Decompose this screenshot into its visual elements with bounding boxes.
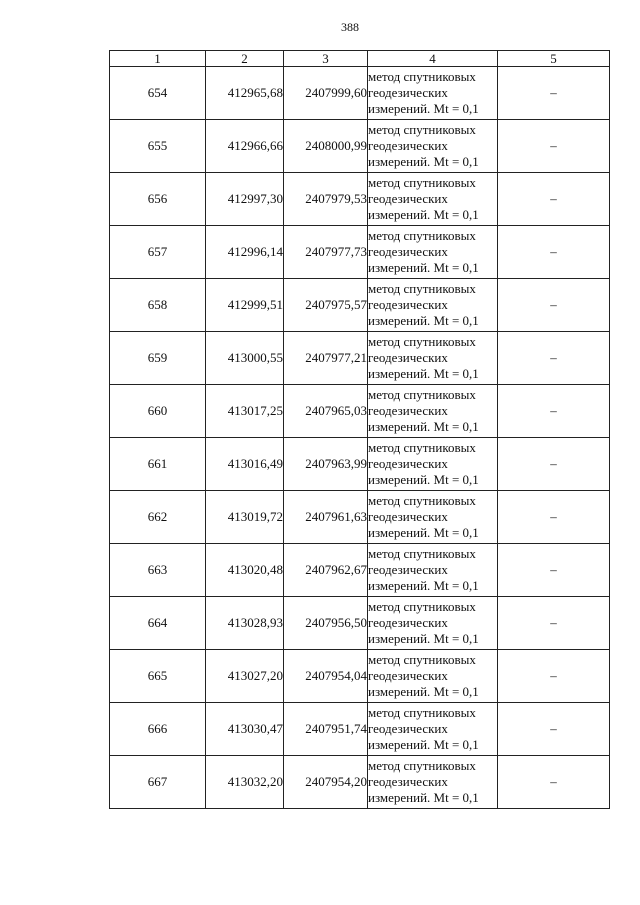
table-row <box>110 279 610 332</box>
table-row <box>110 438 610 491</box>
table-row <box>110 756 610 809</box>
x-coordinate-cell: 413030,47 <box>206 703 284 756</box>
x-coordinate-cell: 413020,48 <box>206 544 284 597</box>
note-cell: – <box>498 438 610 491</box>
x-coordinate-cell: 413028,93 <box>206 597 284 650</box>
method-text-line: измерений. Mt = 0,1 <box>368 737 479 752</box>
table-row <box>110 703 610 756</box>
method-text-line: измерений. Mt = 0,1 <box>368 207 479 222</box>
note-cell: – <box>498 173 610 226</box>
method-text-line: метод спутниковых <box>368 334 476 349</box>
method-text-line: метод спутниковых <box>368 387 476 402</box>
method-text-line: метод спутниковых <box>368 440 476 455</box>
point-number-cell: 664 <box>110 597 206 650</box>
method-text-line: измерений. Mt = 0,1 <box>368 419 479 434</box>
note-cell: – <box>498 120 610 173</box>
coordinates-table <box>109 50 610 809</box>
x-coordinate-cell: 413016,49 <box>206 438 284 491</box>
y-coordinate-cell: 2407954,20 <box>284 756 368 809</box>
method-text-line: измерений. Mt = 0,1 <box>368 578 479 593</box>
note-cell: – <box>498 279 610 332</box>
x-coordinate-cell: 413017,25 <box>206 385 284 438</box>
point-number-cell: 660 <box>110 385 206 438</box>
method-cell <box>368 438 498 491</box>
method-text-line: геодезических <box>368 721 448 736</box>
point-number-cell: 654 <box>110 67 206 120</box>
method-text-line: геодезических <box>368 562 448 577</box>
method-cell <box>368 544 498 597</box>
note-cell: – <box>498 756 610 809</box>
y-coordinate-cell: 2407963,99 <box>284 438 368 491</box>
method-text-line: измерений. Mt = 0,1 <box>368 631 479 646</box>
x-coordinate-cell: 412996,14 <box>206 226 284 279</box>
method-text-line: метод спутниковых <box>368 493 476 508</box>
method-cell <box>368 279 498 332</box>
table-row <box>110 491 610 544</box>
x-coordinate-cell: 413019,72 <box>206 491 284 544</box>
method-cell <box>368 173 498 226</box>
table-row <box>110 597 610 650</box>
table-row <box>110 120 610 173</box>
method-text-line: измерений. Mt = 0,1 <box>368 790 479 805</box>
page-number: 388 <box>341 20 359 34</box>
method-text-line: метод спутниковых <box>368 281 476 296</box>
y-coordinate-cell: 2407954,04 <box>284 650 368 703</box>
x-coordinate-cell: 413027,20 <box>206 650 284 703</box>
y-coordinate-cell: 2407975,57 <box>284 279 368 332</box>
method-cell <box>368 385 498 438</box>
note-cell: – <box>498 491 610 544</box>
column-header: 2 <box>206 51 284 67</box>
column-header: 5 <box>498 51 610 67</box>
y-coordinate-cell: 2407965,03 <box>284 385 368 438</box>
y-coordinate-cell: 2407961,63 <box>284 491 368 544</box>
method-text-line: геодезических <box>368 297 448 312</box>
table-body <box>110 67 610 809</box>
method-text-line: метод спутниковых <box>368 758 476 773</box>
point-number-cell: 656 <box>110 173 206 226</box>
y-coordinate-cell: 2408000,99 <box>284 120 368 173</box>
note-cell: – <box>498 332 610 385</box>
point-number-cell: 659 <box>110 332 206 385</box>
y-coordinate-cell: 2407962,67 <box>284 544 368 597</box>
method-cell <box>368 597 498 650</box>
method-text-line: геодезических <box>368 138 448 153</box>
column-header: 3 <box>284 51 368 67</box>
method-text-line: измерений. Mt = 0,1 <box>368 525 479 540</box>
table-row <box>110 332 610 385</box>
method-text-line: измерений. Mt = 0,1 <box>368 313 479 328</box>
method-text-line: геодезических <box>368 244 448 259</box>
point-number-cell: 655 <box>110 120 206 173</box>
table-row <box>110 173 610 226</box>
y-coordinate-cell: 2407999,60 <box>284 67 368 120</box>
method-text-line: метод спутниковых <box>368 546 476 561</box>
note-cell: – <box>498 544 610 597</box>
x-coordinate-cell: 412999,51 <box>206 279 284 332</box>
method-text-line: метод спутниковых <box>368 652 476 667</box>
method-cell <box>368 332 498 385</box>
point-number-cell: 658 <box>110 279 206 332</box>
note-cell: – <box>498 650 610 703</box>
y-coordinate-cell: 2407951,74 <box>284 703 368 756</box>
point-number-cell: 665 <box>110 650 206 703</box>
method-text-line: геодезических <box>368 774 448 789</box>
point-number-cell: 667 <box>110 756 206 809</box>
method-text-line: измерений. Mt = 0,1 <box>368 366 479 381</box>
note-cell: – <box>498 703 610 756</box>
method-text-line: геодезических <box>368 668 448 683</box>
method-text-line: измерений. Mt = 0,1 <box>368 154 479 169</box>
method-text-line: метод спутниковых <box>368 175 476 190</box>
y-coordinate-cell: 2407977,21 <box>284 332 368 385</box>
method-cell <box>368 120 498 173</box>
column-header: 4 <box>368 51 498 67</box>
method-text-line: геодезических <box>368 615 448 630</box>
note-cell: – <box>498 67 610 120</box>
note-cell: – <box>498 385 610 438</box>
method-cell <box>368 703 498 756</box>
method-text-line: измерений. Mt = 0,1 <box>368 260 479 275</box>
method-text-line: метод спутниковых <box>368 69 476 84</box>
x-coordinate-cell: 412965,68 <box>206 67 284 120</box>
point-number-cell: 662 <box>110 491 206 544</box>
method-text-line: геодезических <box>368 85 448 100</box>
y-coordinate-cell: 2407956,50 <box>284 597 368 650</box>
method-text-line: метод спутниковых <box>368 228 476 243</box>
note-cell: – <box>498 597 610 650</box>
table-row <box>110 67 610 120</box>
point-number-cell: 661 <box>110 438 206 491</box>
table-row <box>110 650 610 703</box>
method-text-line: геодезических <box>368 403 448 418</box>
method-text-line: метод спутниковых <box>368 705 476 720</box>
x-coordinate-cell: 412966,66 <box>206 120 284 173</box>
y-coordinate-cell: 2407979,53 <box>284 173 368 226</box>
method-text-line: измерений. Mt = 0,1 <box>368 472 479 487</box>
note-cell: – <box>498 226 610 279</box>
method-cell <box>368 756 498 809</box>
x-coordinate-cell: 412997,30 <box>206 173 284 226</box>
y-coordinate-cell: 2407977,73 <box>284 226 368 279</box>
point-number-cell: 666 <box>110 703 206 756</box>
table-row <box>110 226 610 279</box>
method-text-line: геодезических <box>368 456 448 471</box>
method-cell <box>368 650 498 703</box>
x-coordinate-cell: 413032,20 <box>206 756 284 809</box>
method-cell <box>368 67 498 120</box>
point-number-cell: 657 <box>110 226 206 279</box>
method-text-line: измерений. Mt = 0,1 <box>368 101 479 116</box>
table-header-row <box>110 51 610 67</box>
method-cell <box>368 491 498 544</box>
x-coordinate-cell: 413000,55 <box>206 332 284 385</box>
method-text-line: метод спутниковых <box>368 122 476 137</box>
method-cell <box>368 226 498 279</box>
method-text-line: геодезических <box>368 350 448 365</box>
table-row <box>110 385 610 438</box>
column-header: 1 <box>110 51 206 67</box>
point-number-cell: 663 <box>110 544 206 597</box>
method-text-line: метод спутниковых <box>368 599 476 614</box>
method-text-line: геодезических <box>368 191 448 206</box>
method-text-line: геодезических <box>368 509 448 524</box>
method-text-line: измерений. Mt = 0,1 <box>368 684 479 699</box>
table-row <box>110 544 610 597</box>
